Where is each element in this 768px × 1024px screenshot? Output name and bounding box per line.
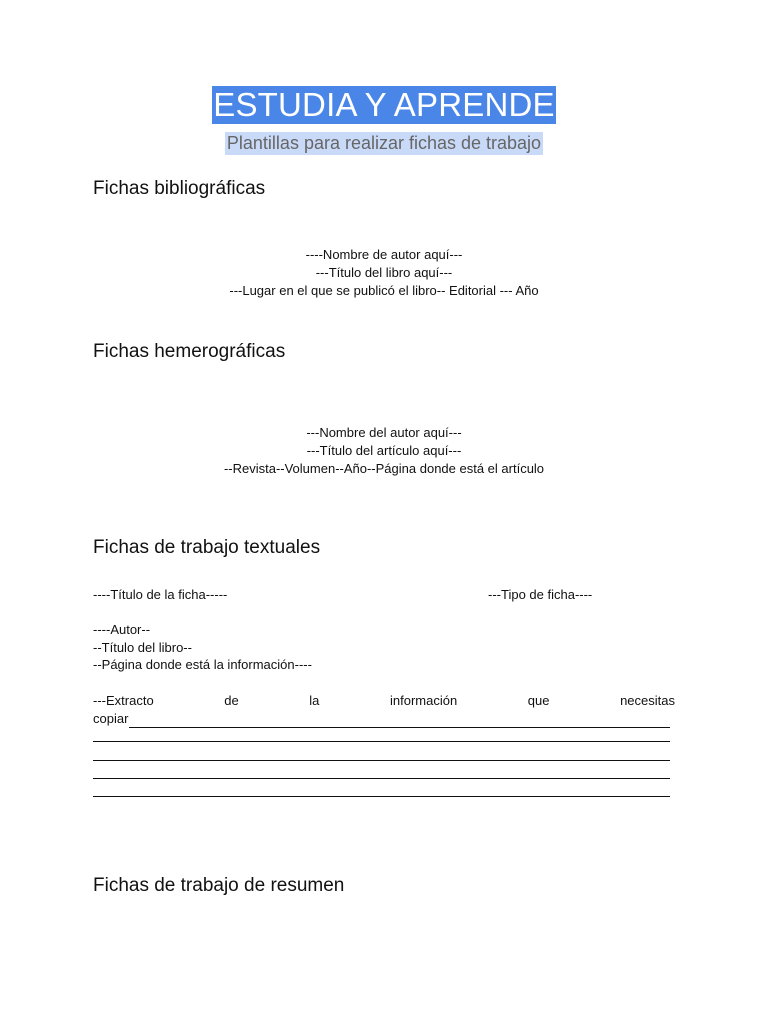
writing-rule xyxy=(129,714,670,728)
hemerografica-template xyxy=(0,424,768,478)
section-heading-hemerograficas: Fichas hemerográficas xyxy=(93,341,286,362)
textual-book-title-field: --Título del libro-- xyxy=(93,640,192,655)
textual-page-field: --Página donde está la información---- xyxy=(93,657,312,672)
copy-label: copiar xyxy=(93,711,129,726)
extract-word: de xyxy=(224,693,239,708)
textual-card-title-field: ----Título de la ficha----- xyxy=(93,587,228,602)
textual-author-field: ----Autor-- xyxy=(93,622,151,637)
hemerografica-title-line: ---Título del artículo aquí--- xyxy=(306,443,462,458)
textual-copy-line xyxy=(93,710,670,728)
extract-word: que xyxy=(527,693,550,708)
page-subtitle: Plantillas para realizar fichas de trabajo xyxy=(226,133,542,153)
hemerografica-author-line: ---Nombre del autor aquí--- xyxy=(306,425,462,440)
subtitle-container xyxy=(0,132,768,155)
page-title: ESTUDIA Y APRENDE xyxy=(213,86,555,123)
extract-word: ---Extracto xyxy=(93,693,154,708)
section-heading-resumen: Fichas de trabajo de resumen xyxy=(93,875,345,896)
writing-rule xyxy=(93,796,670,797)
title-container xyxy=(0,86,768,124)
extract-word: necesitas xyxy=(620,693,675,708)
bibliografica-template xyxy=(0,246,768,300)
bibliografica-title-line: ---Título del libro aquí--- xyxy=(315,265,453,280)
section-heading-bibliograficas: Fichas bibliográficas xyxy=(93,178,266,199)
textual-card-type-field: ---Tipo de ficha---- xyxy=(488,587,593,602)
writing-rule xyxy=(93,778,670,779)
extract-word: la xyxy=(309,693,320,708)
hemerografica-journal-line: --Revista--Volumen--Año--Página donde está el artículo xyxy=(223,461,545,476)
writing-rule xyxy=(93,741,670,742)
bibliografica-author-line: ----Nombre de autor aquí--- xyxy=(305,247,463,262)
textual-extract-instruction xyxy=(93,692,675,710)
writing-rule xyxy=(93,760,670,761)
bibliografica-publication-line: ---Lugar en el que se publicó el libro-- Editorial --- Año xyxy=(229,283,539,298)
extract-word: información xyxy=(390,693,458,708)
section-heading-textuales: Fichas de trabajo textuales xyxy=(93,537,321,558)
